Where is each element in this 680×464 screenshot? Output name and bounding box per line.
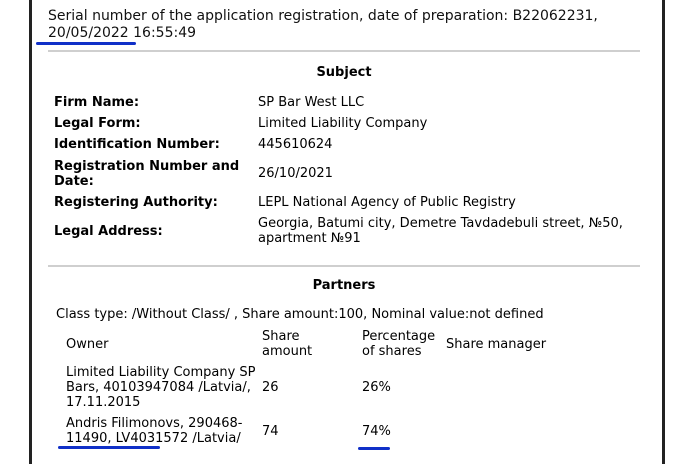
subject-title: Subject [316,65,372,80]
column-header-percentage: Percentage of shares [362,329,436,359]
partner-row-1-owner: Limited Liability Company SP Bars, 40103947084 /Latvia/, 17.11.2015 [66,365,256,410]
column-header-share-manager: Share manager [446,337,547,352]
page-right-border [662,0,665,464]
identification-number-label: Identification Number: [54,137,220,152]
firm-name-label: Firm Name: [54,95,140,110]
partner-row-1-share-amount: 26 [262,380,279,395]
legal-form-label: Legal Form: [54,116,141,131]
divider-top [48,50,640,52]
partner-row-2-percentage: 74% [362,424,391,439]
registration-number-date-label: Registration Number and Date: [54,159,240,189]
column-header-share-amount: Share amount [262,329,313,359]
legal-address-label: Legal Address: [54,224,163,239]
legal-form-value: Limited Liability Company [258,116,428,131]
pen-underline-owner-id [58,446,160,449]
registration-number-date-value: 26/10/2021 [258,166,333,181]
firm-name-value: SP Bar West LLC [258,95,365,110]
pen-underline-percentage [358,447,390,450]
class-type-line: Class type: /Without Class/ , Share amount:100, Nominal value:not defined [56,307,544,322]
partner-row-2-share-amount: 74 [262,424,279,439]
serial-number-header: Serial number of the application registration, date of preparation: B22062231, 20/05/2022 16:55:49 [48,8,598,41]
partners-title: Partners [312,278,376,293]
registering-authority-label: Registering Authority: [54,195,218,210]
partner-row-1-percentage: 26% [362,380,391,395]
registering-authority-value: LEPL National Agency of Public Registry [258,195,516,210]
legal-address-value: Georgia, Batumi city, Demetre Tavdadebuli street, №50, apartment №91 [258,216,623,246]
identification-number-value: 445610624 [258,137,333,152]
column-header-owner: Owner [66,337,109,352]
divider-partners [48,265,640,267]
partner-row-2-owner: Andris Filimonovs, 290468-11490, LV4031572 /Latvia/ [66,416,243,446]
pen-underline-date [36,42,136,45]
page-left-border [29,0,32,464]
